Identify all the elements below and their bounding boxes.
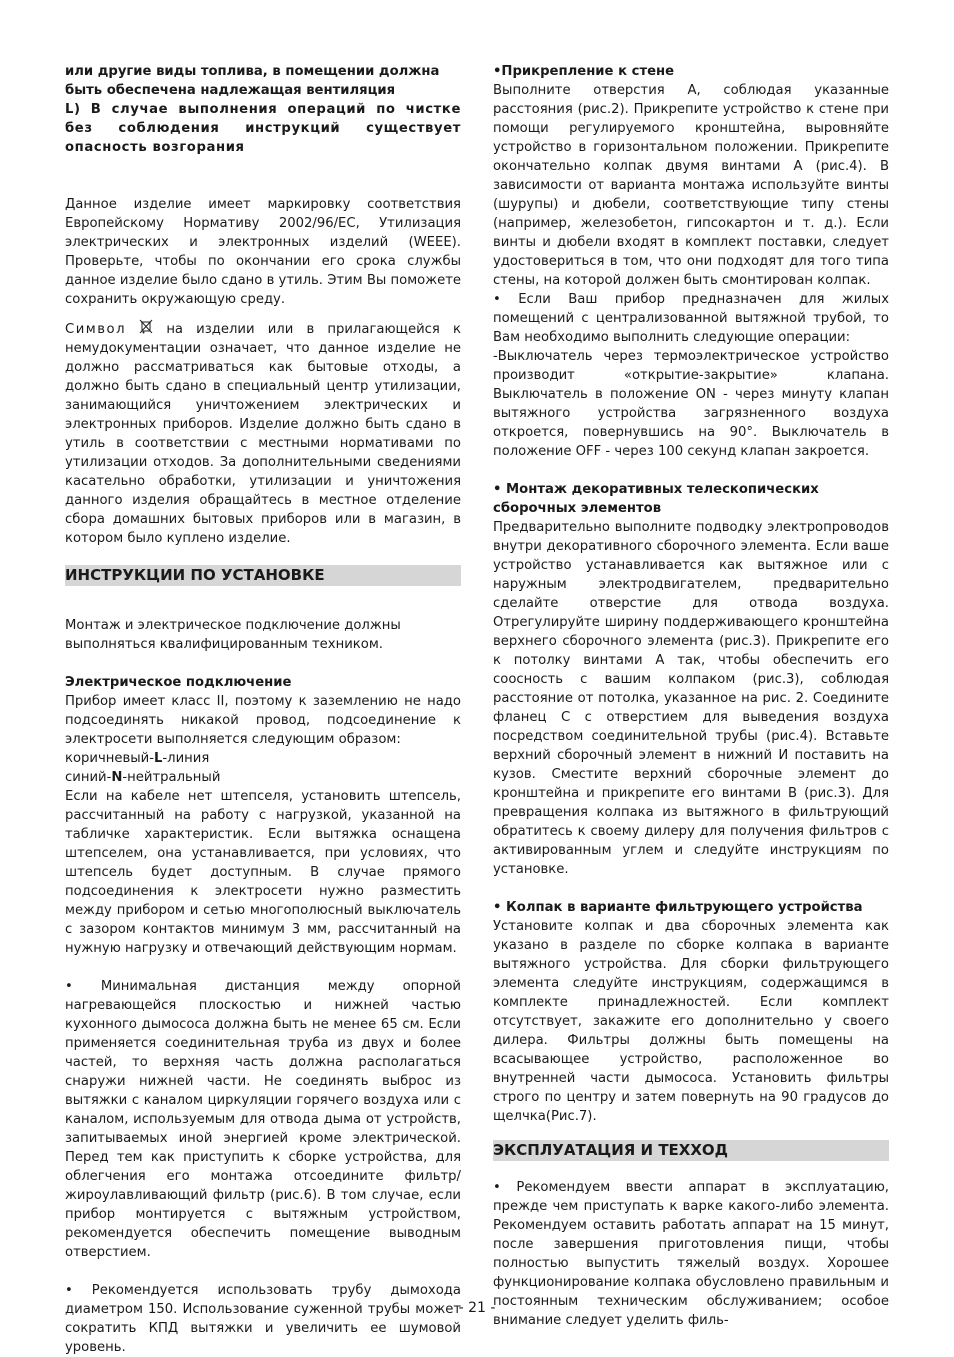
pipe-diameter-paragraph: • Рекомендуется использовать трубу дымохода диаметром 150. Использование суженной трубы может сократить КПД вытяжки и увеличить ее шумовой уровень. <box>65 1283 461 1355</box>
wire-blue-line: синий-N-нейтральный <box>65 770 221 785</box>
filter-version-heading: • Колпак в варианте фильтрующего устройства <box>493 900 863 915</box>
left-column <box>65 62 461 1357</box>
install-intro: Монтаж и электрическое подключение должны выполняться квалифицированным техником. <box>65 618 401 652</box>
weee-paragraph-1: Данное изделие имеет маркировку соответствия Европейскому Нормативу 2002/96/ЕС, Утилизация электрических и электронных изделий (WEEE). Проверьте, чтобы по окончании его срока службы данное изделие было сдано в утиль. Этим Вы поможете сохранить окружающую среду. <box>65 197 461 307</box>
electrical-connection-heading: Электрическое подключение <box>65 675 292 690</box>
crossed-out-wheelie-bin-icon <box>139 319 153 335</box>
cleaning-fire-warning: L) В случае выполнения операций по чистке без соблюдения инструкций существует опасность возгорания <box>65 102 461 155</box>
ventilation-warning: или другие виды топлива, в помещении должна быть обеспечена надлежащая вентиляция <box>65 64 440 98</box>
weee-paragraph-2 <box>65 319 461 548</box>
right-column <box>493 62 889 1330</box>
central-duct-paragraph: • Если Ваш прибор предназначен для жилых помещений с централизованной вытяжной трубой, то Вам необходимо выполнить следующие операции: <box>493 292 889 345</box>
install-section-title: ИНСТРУКЦИИ ПО УСТАНОВКЕ <box>65 565 461 586</box>
wall-mounting-heading: •Прикрепление к стене <box>493 64 675 79</box>
page-number: - 21 - <box>458 1300 496 1316</box>
weee-symbol-label: Символ <box>65 322 126 337</box>
wall-mounting-paragraph: Выполните отверстия А, соблюдая указанные расстояния (рис.2). Прикрепите устройство к стене при помощи регулируемого кронштейна, выровняйте устройство в горизонтальном положении. Прикрепите окончательно колпак двумя винтами А (рис.4). В зависимости от варианта монтажа используйте винты (шурупы) и дюбели, соответствующие типу стены (например, железобетон, гипсокартон и т. д.). Если винты и дюбели входят в комплект поставки, следует удостовериться в том, что они подходят для того типа стены, на которой должен быть смонтирован колпак. <box>493 83 889 288</box>
operation-paragraph: • Рекомендуем ввести аппарат в эксплуатацию, прежде чем приступать к варке какого-либо элемента. Рекомендуем оставить работать аппарат на 15 минут, после завершения приготовления пищи, чтобы полностью выпустить тяжелый воздух. Хорошее функционирование колпака обусловлено правильным и постоянным техническим обслуживанием; особое внимание следует уделить филь- <box>493 1180 889 1328</box>
telescopic-elements-paragraph: Предварительно выполните подводку электропроводов внутри декоративного сборочного элемента. Если ваше устройство устанавливается как вытяжное или с наружным электродвигателем, предварительно сделайте отверстие для отвода воздуха. Отрегулируйте ширину поддерживающего кронштейна верхнего сборочного элемента (рис.3). Прикрепите его к потолку винтами А так, чтобы обеспечить его соосность с вашим колпаком (рис.3), соблюдая расстояние от потолка, указанное на рис. 2. Соедините фланец С с отверстием для выведения воздуха посредством соединительной трубы (рис.4). Вставьте верхний сборочный элемент в нижний И поставить на кузов. Сместите верхний сборочные элемент до кронштейна и прикрепите его винтами В (рис.3). Для превращения колпака из вытяжного в фильтрующий обратитесь к своему дилеру для получения фильтров с активированным углем и следуйте инструкциям по установке. <box>493 520 889 877</box>
weee-symbol-text: на изделии или в прилагающейся к немудокументации означает, что данное изделие не должно рассматриваться как бытовые отходы, а должно быть сдано в специальный центр утилизации, занимающийся уничтожением электрических и электронных приборов. Изделие должно быть сдано в утиль в соответствии с местными нормативами по утилизации отходов. За дополнительными сведениями касательно обработки, утилизации и уничтожения данного изделия обращайтесь в местное отделение сбора домашних бытовых приборов или в магазин, в котором было куплено изделие. <box>65 322 461 546</box>
telescopic-elements-heading: • Монтаж декоративных телескопических сборочных элементов <box>493 482 819 516</box>
operation-section-title: ЭКСПЛУАТАЦИЯ И ТЕХХОД <box>493 1140 889 1161</box>
switch-paragraph: -Выключатель через термоэлектрическое устройство производит «открытие-закрытие» клапана. Выключатель в положение ON - через минуту клапан вытяжного устройства загрязненного воздуха откроется, повернувшись на 90°. Выключатель в положение OFF - через 100 секунд клапан закроется. <box>493 349 889 459</box>
filter-version-paragraph: Установите колпак и два сборочных элемента как указано в разделе по сборке колпака в варианте вытяжного устройства. Для сборки фильтрующего элемента следуйте инструкциям, содержащимся в комплекте принадлежностей. Если комплект отсутствует, закажите его дополнительно у своего дилера. Фильтры должны быть помещены на всасывающее устройство, расположенное во внутренней части дымососа. Установить фильтры строго по центру и затем повернуть на 90 градусов до щелчка(Рис.7). <box>493 919 889 1124</box>
wire-brown-line: коричневый-L-линия <box>65 751 210 766</box>
electrical-paragraph-1: Прибор имеет класс II, поэтому к заземлению не надо подсоединять никакой провод, подсоединение к электросети выполняется следующим образом: <box>65 694 461 747</box>
minimum-distance-paragraph: • Минимальная дистанция между опорной нагревающейся плоскостью и нижней частью кухонного дымососа должна быть не менее 65 см. Если применяется соединительная труба из двух и более частей, то верхняя часть должна располагаться снаружи нижней части. Не соединять выброс из вытяжки с каналом циркуляции горячего воздуха или с каналом, используемым для отвода дыма от устройств, запитываемых иной энергией кроме электрической. Перед тем как приступить к сборке устройства, для облегчения его монтажа отсоедините фильтр/жироулавливающий фильтр (рис.6). В том случае, если прибор монтируется с вытяжным устройством, рекомендуется обеспечить помещение выводным отверстием. <box>65 979 461 1260</box>
electrical-paragraph-2: Если на кабеле нет штепселя, установить штепсель, рассчитанный на работу с нагрузкой, указанной на табличке характеристик. Если вытяжка оснащена штепселем, она устанавливается, при условиях, что штепсель будет доступным. В случае прямого подсоединения к электросети нужно разместить между прибором и сетью многополюсный выключатель с зазором контактов минимум 3 мм, рассчитанный на нужную нагрузку и отвечающий действующим нормам. <box>65 789 461 956</box>
